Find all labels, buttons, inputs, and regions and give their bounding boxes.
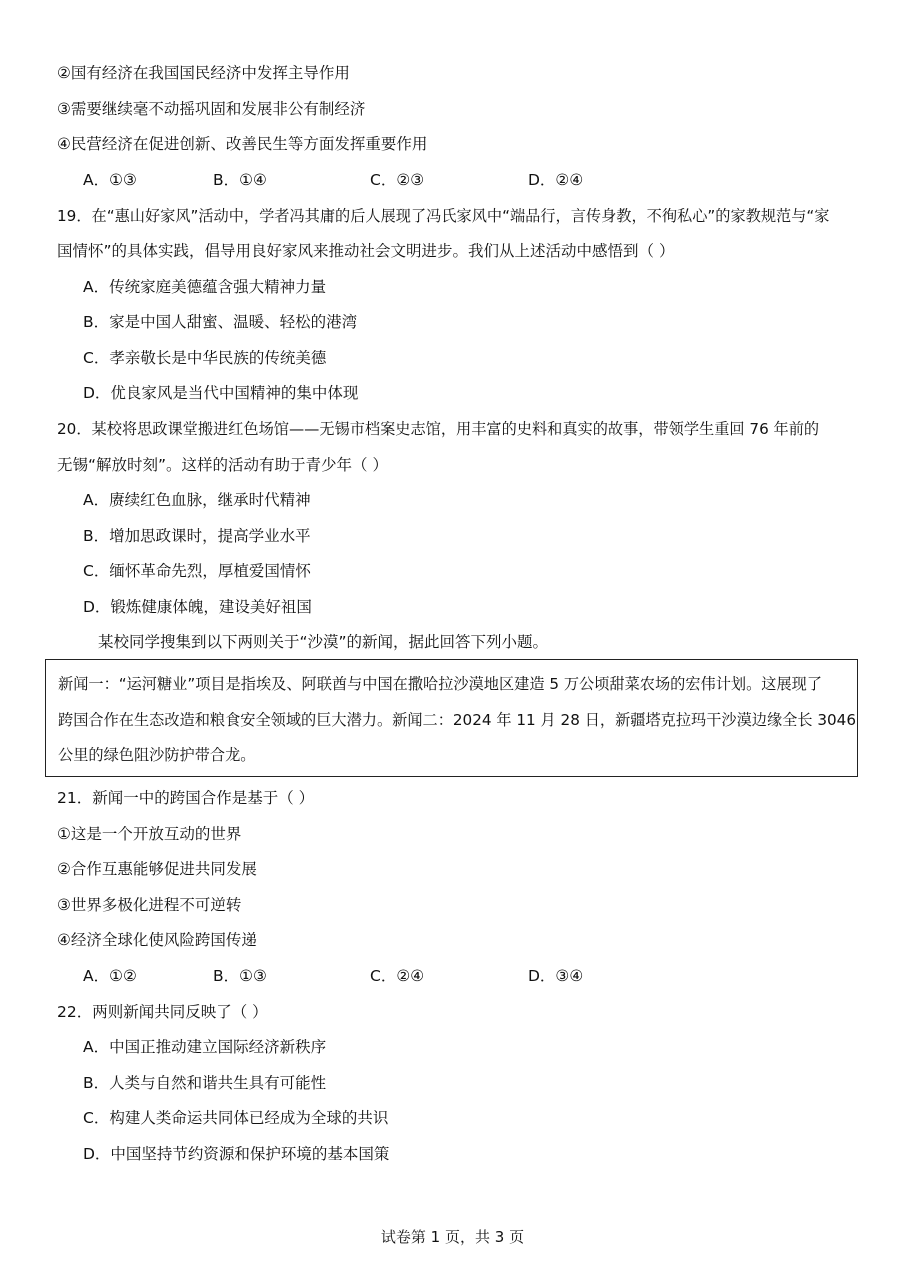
q21-statement-2: ②合作互惠能够促进共同发展 <box>57 860 257 878</box>
q20-option-c[interactable]: C．缅怀革命先烈，厚植爱国情怀 <box>83 562 311 580</box>
q21-option-a[interactable]: A．①② <box>83 967 137 985</box>
q18-statement-3: ③需要继续毫不动摇巩固和发展非公有制经济 <box>57 100 366 118</box>
q21-statement-1: ①这是一个开放互动的世界 <box>57 825 242 843</box>
q22-option-c[interactable]: C．构建人类命运共同体已经成为全球的共识 <box>83 1109 389 1127</box>
q21-option-d[interactable]: D．③④ <box>528 967 584 985</box>
q19-stem-line1: 19．在“惠山好家风”活动中，学者冯其庸的后人展现了冯氏家风中“端品行，言传身教，不徇私心”的家教规范与“家 <box>57 207 830 225</box>
q18-option-b[interactable]: B．①④ <box>213 171 267 189</box>
q22-option-b[interactable]: B．人类与自然和谐共生具有可能性 <box>83 1074 327 1092</box>
q18-statement-4: ④民营经济在促进创新、改善民生等方面发挥重要作用 <box>57 135 428 153</box>
q20-option-a[interactable]: A．赓续红色血脉，继承时代精神 <box>83 491 311 509</box>
q18-option-c[interactable]: C．②③ <box>370 171 425 189</box>
q18-statement-2: ②国有经济在我国国民经济中发挥主导作用 <box>57 64 350 82</box>
q21-option-c[interactable]: C．②④ <box>370 967 425 985</box>
news-material-box <box>45 659 858 777</box>
q21-statement-4: ④经济全球化使风险跨国传递 <box>57 931 257 949</box>
news-line-2: 跨国合作在生态改造和粮食安全领域的巨大潜力。新闻二：2024 年 11 月 28 日，新疆塔克拉玛干沙漠边缘全长 3046 <box>58 711 856 729</box>
q21-stem: 21．新闻一中的跨国合作是基于（ ） <box>57 789 315 807</box>
q22-option-a[interactable]: A．中国正推动建立国际经济新秩序 <box>83 1038 327 1056</box>
q20-option-d[interactable]: D．锻炼健康体魄，建设美好祖国 <box>83 598 312 616</box>
q19-option-b[interactable]: B．家是中国人甜蜜、温暖、轻松的港湾 <box>83 313 358 331</box>
q20-stem-line2: 无锡“解放时刻”。这样的活动有助于青少年（ ） <box>57 456 388 474</box>
news-line-1: 新闻一：“运河糖业”项目是指埃及、阿联酋与中国在撒哈拉沙漠地区建造 5 万公顷甜菜农场的宏伟计划。这展现了 <box>58 675 823 693</box>
q21-options <box>83 965 583 987</box>
page-footer: 试卷第 1 页，共 3 页 <box>380 1228 525 1246</box>
q21-statement-3: ③世界多极化进程不可逆转 <box>57 896 242 914</box>
q18-option-d[interactable]: D．②④ <box>528 171 584 189</box>
q22-option-d[interactable]: D．中国坚持节约资源和保护环境的基本国策 <box>83 1145 390 1163</box>
q20-stem-line1: 20．某校将思政课堂搬进红色场馆——无锡市档案史志馆，用丰富的史料和真实的故事，带领学生重回 76 年前的 <box>57 420 820 438</box>
q22-stem: 22．两则新闻共同反映了（ ） <box>57 1003 268 1021</box>
news-line-3: 公里的绿色阻沙防护带合龙。 <box>58 746 256 764</box>
q19-option-c[interactable]: C．孝亲敬长是中华民族的传统美德 <box>83 349 327 367</box>
q18-options <box>83 169 583 191</box>
q19-option-d[interactable]: D．优良家风是当代中国精神的集中体现 <box>83 384 359 402</box>
q20-option-b[interactable]: B．增加思政课时，提高学业水平 <box>83 527 311 545</box>
q21-option-b[interactable]: B．①③ <box>213 967 267 985</box>
material-intro: 某校同学搜集到以下两则关于“沙漠”的新闻，据此回答下列小题。 <box>98 633 549 651</box>
q19-stem-line2: 国情怀”的具体实践，倡导用良好家风来推动社会文明进步。我们从上述活动中感悟到（ ） <box>57 242 675 260</box>
q18-option-a[interactable]: A．①③ <box>83 171 137 189</box>
q19-option-a[interactable]: A．传统家庭美德蕴含强大精神力量 <box>83 278 327 296</box>
